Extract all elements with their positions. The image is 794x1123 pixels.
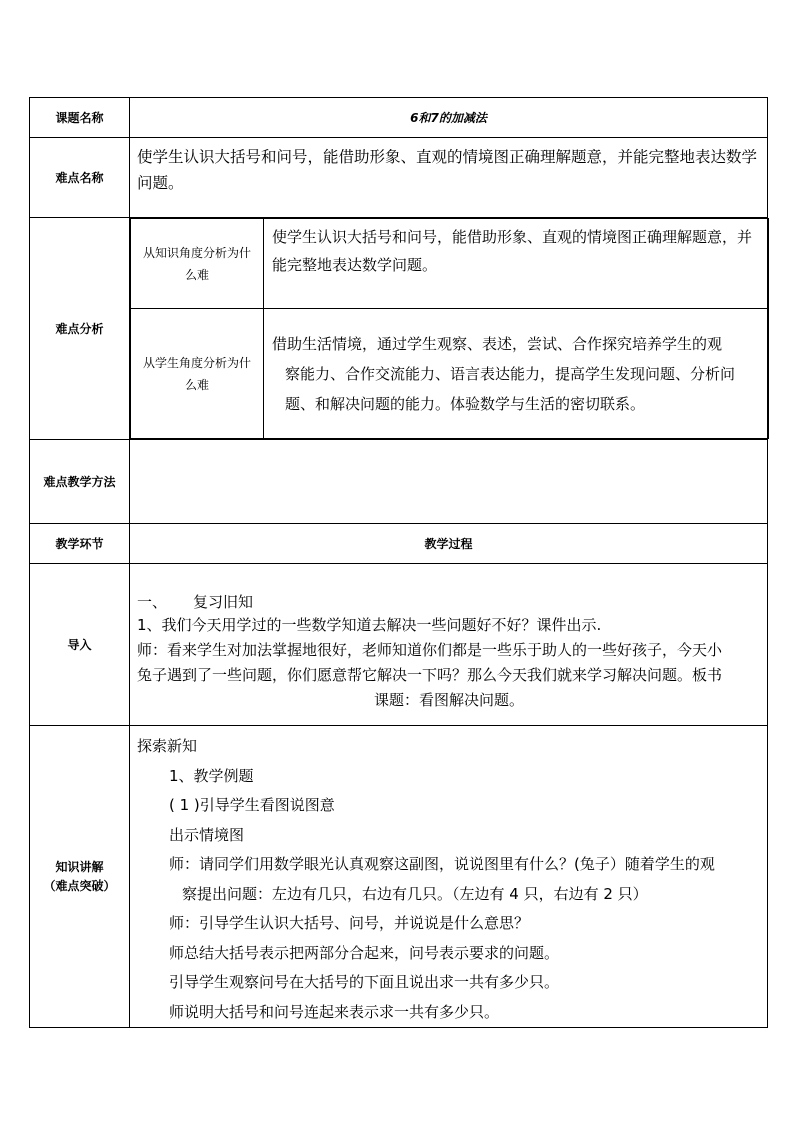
knowledge-line-9: 引导学生观察问号在大括号的下面且说出求一共有多少只。 xyxy=(169,973,560,991)
difficulty-analysis-row xyxy=(30,218,768,440)
intro-label: 导入 xyxy=(30,564,130,726)
knowledge-line-5: 师：请同学们用数学眼光认真观察这副图，说说图里有什么？(兔子）随着学生的观 xyxy=(169,855,715,873)
teaching-method-label: 难点教学方法 xyxy=(30,440,130,524)
intro-content xyxy=(130,564,768,726)
knowledge-line-10: 师说明大括号和问号连起来表示求一共有多少只。 xyxy=(169,1002,500,1021)
knowledge-line-1: 探索新知 xyxy=(137,737,198,755)
knowledge-label-line-2: （难点突破） xyxy=(43,878,116,893)
knowledge-line-2: 1、教学例题 xyxy=(169,766,254,785)
course-title: 6和7的加减法 xyxy=(130,98,768,138)
intro-row xyxy=(30,564,768,726)
process-header-row xyxy=(30,524,768,564)
knowledge-line-7: 师：引导学生认识大括号、问号，并说说是什么意思？ xyxy=(169,914,530,932)
knowledge-content xyxy=(130,726,768,1028)
knowledge-angle-text: 使学生认识大括号和问号，能借助形象、直观的情境图正确理解题意，并能完整地表达数学问题。 xyxy=(264,219,769,309)
intro-line-1: 1、我们今天用学过的一些数学知道去解决一些问题好不好？课件出示. xyxy=(137,616,602,634)
lesson-plan-table xyxy=(29,97,768,1028)
intro-line-2: 师：看来学生对加法掌握地很好，老师知道你们都是一些乐于助人的一些好孩子，今天小 xyxy=(137,641,723,659)
intro-heading xyxy=(137,590,761,615)
intro-line-3: 兔子遇到了一些问题，你们愿意帮它解决一下吗？那么今天我们就来学习解决问题。板书 xyxy=(137,666,723,684)
difficulty-name-text: 使学生认识大括号和问号，能借助形象、直观的情境图正确理解题意，并能完整地表达数学问题。 xyxy=(130,138,768,218)
teaching-process-header: 教学过程 xyxy=(130,524,768,564)
student-angle-line-1: 借助生活情境，通过学生观察、表述，尝试、合作探究培养学生的观 xyxy=(272,335,723,353)
teaching-method-text xyxy=(130,440,768,524)
student-angle-row xyxy=(131,309,769,439)
knowledge-label-line-1: 知识讲解 xyxy=(55,859,104,874)
intro-line-4: 课题：看图解决问题。 xyxy=(373,691,524,709)
intro-heading-number: 一、 xyxy=(137,593,168,611)
student-angle-line-2: 察能力、合作交流能力、语言表达能力，提高学生发现问题、分析问 xyxy=(285,365,736,383)
difficulty-name-row xyxy=(30,138,768,218)
teaching-stage-header: 教学环节 xyxy=(30,524,130,564)
knowledge-line-8: 师总结大括号表示把两部分合起来，问号表示要求的问题。 xyxy=(169,943,560,962)
student-angle-text xyxy=(264,309,769,439)
knowledge-angle-row xyxy=(131,219,769,309)
difficulty-name-label: 难点名称 xyxy=(30,138,130,218)
intro-heading-text: 复习旧知 xyxy=(193,593,254,611)
course-row xyxy=(30,98,768,138)
knowledge-line-3: ( 1 )引导学生看图说图意 xyxy=(169,796,335,814)
difficulty-analysis-label: 难点分析 xyxy=(30,218,130,440)
student-angle-line-3: 题、和解决问题的能力。体验数学与生活的密切联系。 xyxy=(285,395,646,413)
teaching-method-row xyxy=(30,440,768,524)
student-angle-label: 从学生角度分析为什么难 xyxy=(131,309,264,439)
course-label: 课题名称 xyxy=(30,98,130,138)
difficulty-analysis-cell xyxy=(130,218,768,440)
knowledge-line-6: 察提出问题：左边有几只，右边有几只。（左边有 4 只，右边有 2 只） xyxy=(182,884,648,903)
analysis-subtable xyxy=(130,218,769,439)
knowledge-angle-label: 从知识角度分析为什么难 xyxy=(131,219,264,309)
knowledge-label xyxy=(30,726,130,1028)
knowledge-row xyxy=(30,726,768,1028)
knowledge-line-4: 出示情境图 xyxy=(169,825,245,844)
